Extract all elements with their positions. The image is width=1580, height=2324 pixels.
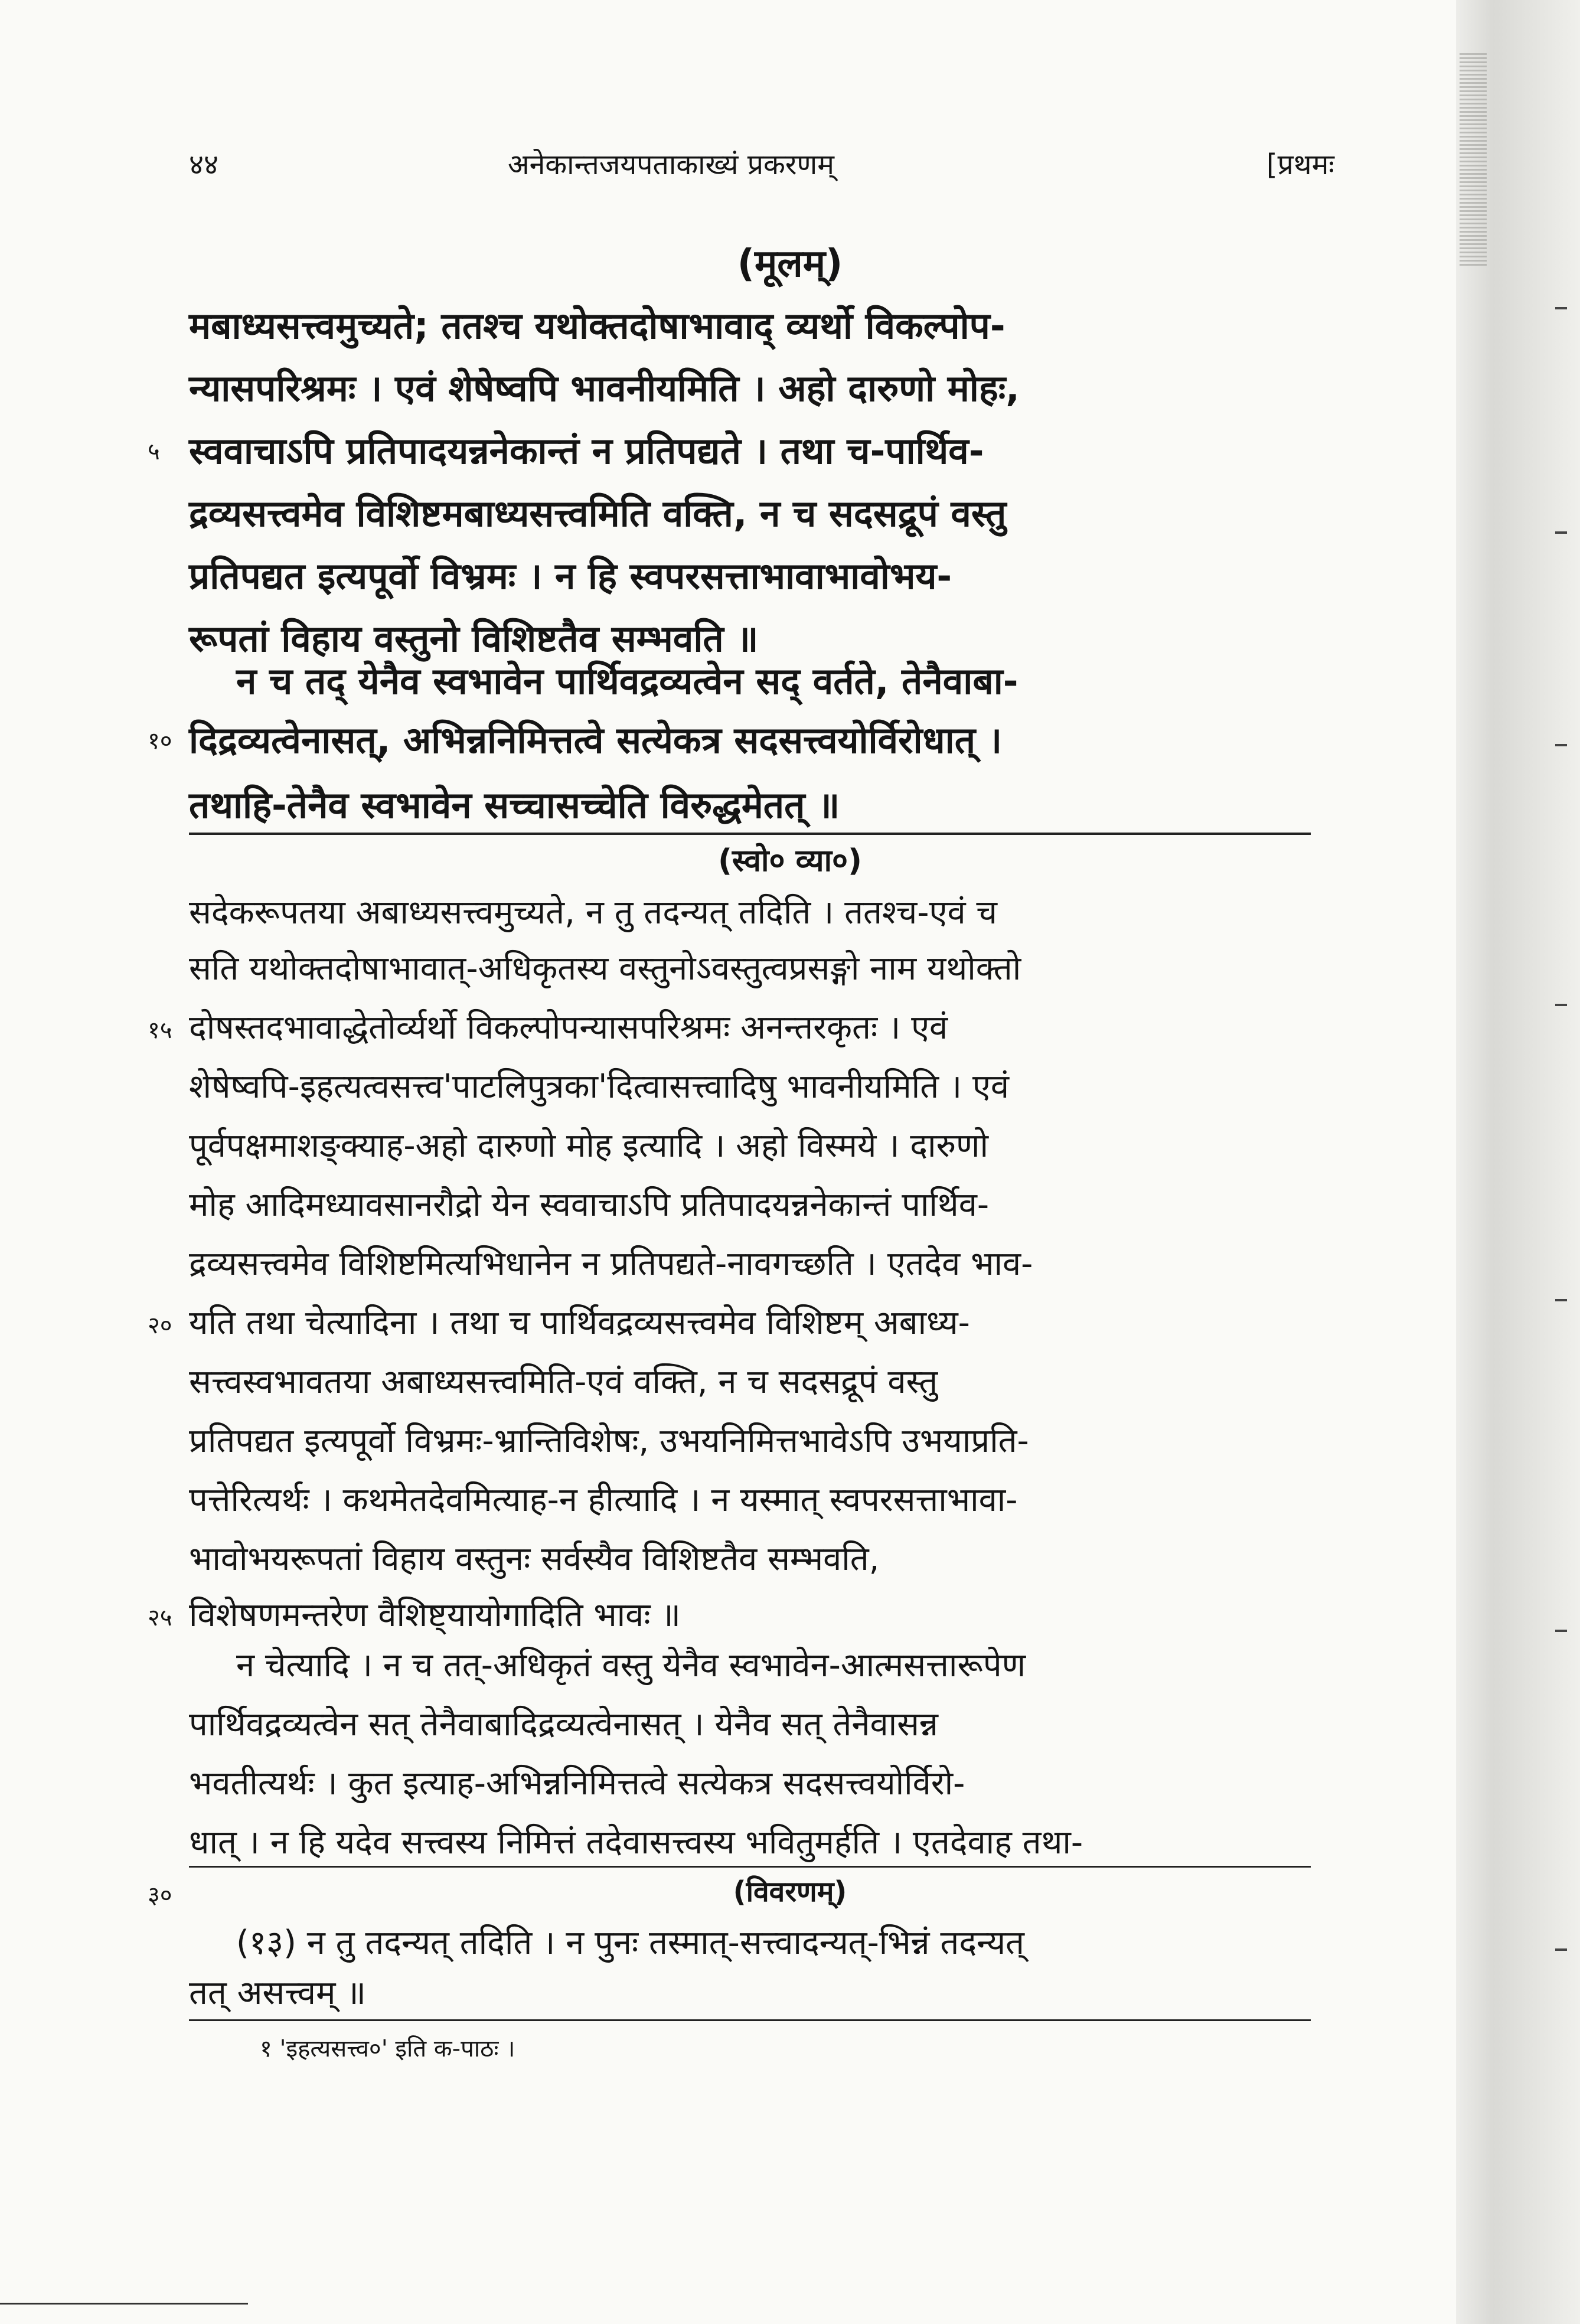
mula-heading: (मूलम्) [737, 242, 843, 286]
page-number: ४४ [189, 148, 218, 181]
commentary-line: पार्थिवद्रव्यत्वेन सत् तेनैवाबादिद्रव्यत्वेनासत् । येनैव सत् तेनैवासन्न [189, 1705, 938, 1744]
running-title: अनेकान्तजयपताकाख्यं प्रकरणम् [508, 148, 834, 181]
commentary-line: यति तथा चेत्यादिना । तथा च पार्थिवद्रव्यसत्त्वमेव विशिष्टम् अबाध्य- [189, 1304, 970, 1342]
mula-line: तथाहि-तेनैव स्वभावेन सच्चासच्चेति विरुद्धमेतत् ॥ [189, 784, 840, 827]
commentary-line: सति यथोक्तदोषाभावात्-अधिकृतस्य वस्तुनोऽवस्तुत्वप्रसङ्गो नाम यथोक्तो [189, 949, 1021, 988]
commentary-line: दोषस्तदभावाद्धेतोर्व्यर्थो विकल्पोपन्यासपरिश्रमः अनन्तरकृतः । एवं [189, 1008, 948, 1047]
divider-rule [189, 1866, 1311, 1868]
vivarana-line: (१३) न तु तदन्यत् तदिति । न पुनः तस्मात्-सत्त्वादन्यत्-भिन्नं तदन्यत् [236, 1924, 1024, 1962]
commentary-line: धात् । न हि यदेव सत्त्वस्य निमित्तं तदेवासत्त्वस्य भवितुमर्हति । एतदेवाह तथा- [189, 1823, 1083, 1862]
scan-mark [1555, 531, 1567, 534]
mula-line: दिद्रव्यत्वेनासत्, अभिन्ननिमित्तत्वे सत्येकत्र सदसत्त्वयोर्विरोधात् । [189, 719, 1003, 762]
divider-rule [189, 833, 1311, 835]
mula-line: द्रव्यसत्त्वमेव विशिष्टमबाध्यसत्त्वमिति वक्ति, न च सदसद्रूपं वस्तु [189, 492, 1007, 535]
commentary-line: मोह आदिमध्यावसानरौद्रो येन स्ववाचाऽपि प्रतिपादयन्ननेकान्तं पार्थिव- [189, 1186, 990, 1224]
line-number: २५ [148, 1604, 172, 1631]
scan-edge-line [0, 2303, 248, 2305]
commentary-line: प्रतिपद्यत इत्यपूर्वो विभ्रमः-भ्रान्तिविशेषः, उभयनिमित्तभावेऽपि उभयाप्रति- [189, 1422, 1029, 1460]
mula-line: रूपतां विहाय वस्तुनो विशिष्टतैव सम्भवति ॥ [189, 617, 759, 660]
section-label: [प्रथमः [1266, 148, 1334, 181]
scan-mark [1555, 1299, 1567, 1301]
mula-line: मबाध्यसत्त्वमुच्यते; ततश्च यथोक्तदोषाभावाद् व्यर्थो विकल्पोप- [189, 304, 1006, 347]
scan-mark [1555, 1630, 1567, 1632]
commentary-line: न चेत्यादि । न च तत्-अधिकृतं वस्तु येनैव स्वभावेन-आत्मसत्तारूपेण [236, 1646, 1026, 1685]
line-number: २० [148, 1312, 172, 1339]
commentary-line: पत्तेरित्यर्थः । कथमेतदेवमित्याह-न हीत्यादि । न यस्मात् स्वपरसत्ताभावा- [189, 1481, 1018, 1519]
line-number: १५ [148, 1017, 172, 1044]
mula-line: न्यासपरिश्रमः । एवं शेषेष्वपि भावनीयमिति । अहो दारुणो मोहः, [189, 367, 1020, 410]
commentary-line: पूर्वपक्षमाशङ्क्याह-अहो दारुणो मोह इत्यादि । अहो विस्मये । दारुणो [189, 1127, 988, 1165]
commentary-line: द्रव्यसत्त्वमेव विशिष्टमित्यभिधानेन न प्रतिपद्यते-नावगच्छति । एतदेव भाव- [189, 1245, 1033, 1283]
page-header [189, 145, 1334, 192]
vivarana-line: तत् असत्त्वम् ॥ [189, 1974, 366, 2012]
mula-line: प्रतिपद्यत इत्यपूर्वो विभ्रमः । न हि स्वपरसत्ताभावाभावोभय- [189, 554, 952, 598]
commentary-line: विशेषणमन्तरेण वैशिष्ट्यायोगादिति भावः ॥ [189, 1596, 681, 1634]
mula-line: न च तद् येनैव स्वभावेन पार्थिवद्रव्यत्वेन सद् वर्तते, तेनैवाबा- [236, 660, 1018, 703]
vyakhya-heading: (स्वो० व्या०) [718, 843, 862, 879]
commentary-line: भावोभयरूपतां विहाय वस्तुनः सर्वस्यैव विशिष्टतैव सम्भवति, [189, 1540, 880, 1578]
commentary-line: सदेकरूपतया अबाध्यसत्त्वमुच्यते, न तु तदन्यत् तदिति । ततश्च-एवं च [189, 893, 997, 932]
scan-mark [1555, 307, 1567, 309]
commentary-line: सत्त्वस्वभावतया अबाध्यसत्त्वमिति-एवं वक्ति, न च सदसद्रूपं वस्तु [189, 1363, 938, 1401]
line-number: १० [148, 727, 172, 755]
commentary-line: भवतीत्यर्थः । कुत इत्याह-अभिन्ननिमित्तत्वे सत्येकत्र सदसत्त्वयोर्विरो- [189, 1764, 965, 1803]
mula-line: स्ववाचाऽपि प्रतिपादयन्ननेकान्तं न प्रतिपद्यते । तथा च-पार्थिव- [189, 429, 984, 472]
line-number: ५ [148, 438, 160, 465]
footnote-rule [189, 2019, 1311, 2021]
commentary-line: शेषेष्वपि-इहत्यत्वसत्त्व'पाटलिपुत्रका'दित्वासत्त्वादिषु भावनीयमिति । एवं [189, 1068, 1010, 1106]
line-number: ३० [148, 1882, 172, 1909]
vivarana-heading: (विवरणम्) [733, 1875, 847, 1908]
scan-mark [1555, 744, 1567, 746]
footnote: १ 'इहत्यसत्त्व०' इति क-पाठः । [260, 2035, 515, 2062]
page-edge-shadow [1456, 0, 1580, 2324]
scan-mark [1555, 1004, 1567, 1006]
scan-mark [1555, 1948, 1567, 1951]
